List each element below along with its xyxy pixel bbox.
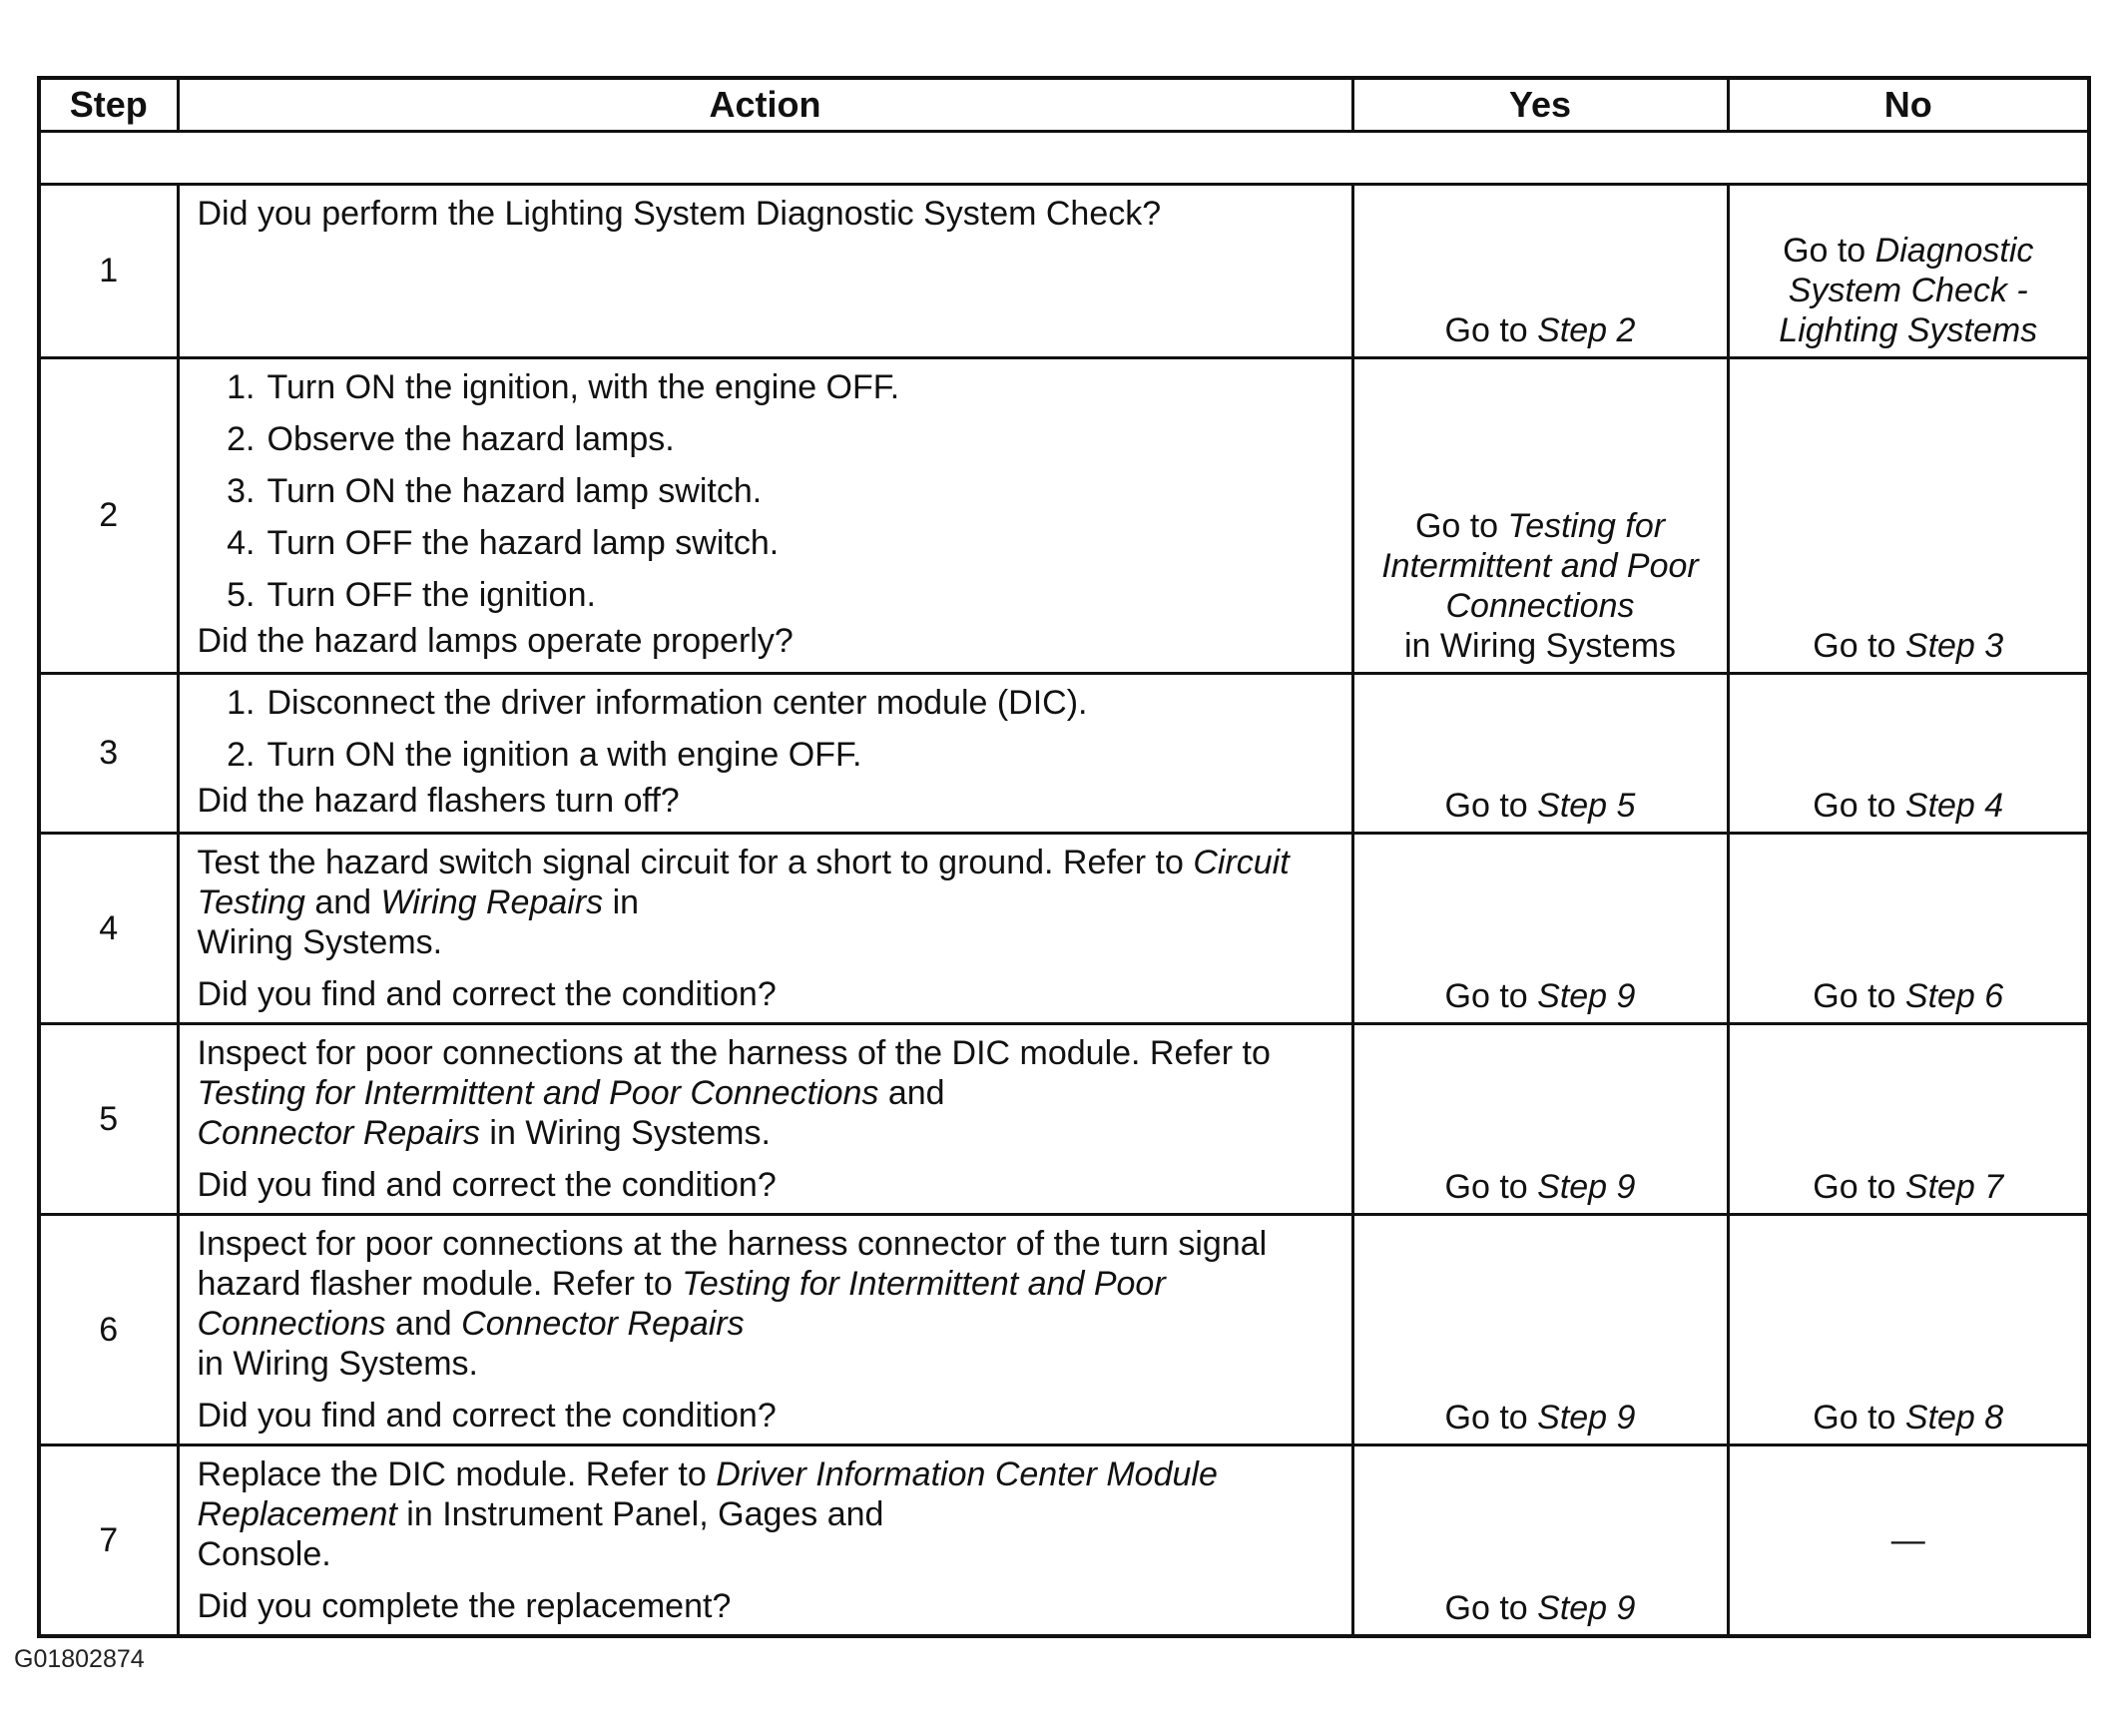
table-row: [39, 834, 2089, 1024]
step-number: 4: [39, 834, 178, 1024]
yes-cell: [1352, 674, 1728, 834]
no-link[interactable]: [1730, 976, 2088, 1016]
step-number: 6: [39, 1215, 178, 1446]
substep-item: 1. Turn ON the ignition, with the engine OFF.: [227, 368, 900, 406]
yes-prefix: Go to: [1444, 1399, 1538, 1437]
yes-ref: Step 5: [1537, 787, 1636, 825]
substep-list: [198, 361, 1335, 621]
yes-prefix: Go to: [1414, 507, 1508, 545]
spacer-row: [39, 132, 2089, 185]
no-prefix: Go to: [1813, 977, 1905, 1015]
substep-item: 3. Turn ON the hazard lamp switch.: [227, 472, 763, 510]
yes-suffix: in Wiring Systems: [1403, 627, 1677, 665]
action-cell: [178, 1024, 1352, 1215]
no-prefix: Go to: [1813, 1168, 1905, 1206]
no-ref: Step 8: [1904, 1399, 2004, 1437]
yes-cell: [1352, 1446, 1728, 1637]
no-dash: —: [1890, 1521, 1925, 1559]
header-action: Action: [178, 78, 1352, 132]
action-cell: [178, 185, 1352, 358]
header-yes: Yes: [1352, 78, 1728, 132]
ref-link[interactable]: Wiring Repairs: [380, 883, 604, 921]
yes-link[interactable]: [1354, 310, 1727, 350]
substep-item: 4. Turn OFF the hazard lamp switch.: [227, 524, 780, 562]
ref-link[interactable]: Connector Repairs: [461, 1305, 745, 1343]
no-link[interactable]: [1730, 626, 2088, 666]
no-link[interactable]: [1730, 1398, 2088, 1438]
ref-link[interactable]: Connector Repairs: [197, 1114, 480, 1152]
yes-link[interactable]: [1354, 1398, 1727, 1438]
header-no: No: [1728, 78, 2089, 132]
step-number: 3: [39, 674, 178, 834]
step-number: 2: [39, 358, 178, 674]
action-text: Test the hazard switch signal circuit for a short to ground. Refer to Circuit Testing and Wiring Repairs in Wiring Systems.: [197, 844, 1290, 961]
no-cell: [1728, 1215, 2089, 1446]
no-link[interactable]: [1730, 1167, 2088, 1207]
action-cell: [178, 1215, 1352, 1446]
no-ref: Step 7: [1904, 1168, 2004, 1206]
yes-ref: Testing for Intermittent and Poor Connections: [1381, 507, 1699, 625]
yes-link[interactable]: [1354, 786, 1727, 826]
table-row: [39, 1024, 2089, 1215]
diagnostic-table: [37, 76, 2091, 1638]
table-row: [39, 358, 2089, 674]
yes-cell: [1352, 1024, 1728, 1215]
step-number: 1: [39, 185, 178, 358]
yes-prefix: Go to: [1444, 311, 1538, 349]
action-question: Did the hazard lamps operate properly?: [197, 622, 794, 660]
substep-item: 2. Turn ON the ignition a with engine OFF.: [227, 736, 862, 774]
action-text: Replace the DIC module. Refer to Driver Information Center Module Replacement in Instrument Panel, Gages and Console.: [197, 1455, 1218, 1573]
yes-ref: Step 9: [1537, 1168, 1636, 1206]
table-row: [39, 1446, 2089, 1637]
yes-prefix: Go to: [1444, 1589, 1538, 1627]
yes-ref: Step 9: [1537, 1399, 1636, 1437]
table-row: [39, 185, 2089, 358]
action-cell: [178, 1446, 1352, 1637]
no-ref: Step 6: [1904, 977, 2004, 1015]
action-text: Inspect for poor connections at the harness of the DIC module. Refer to Testing for Intermittent and Poor Connections and Connector Repairs in Wiring Systems.: [197, 1034, 1271, 1152]
no-prefix: Go to: [1813, 1399, 1905, 1437]
no-cell: [1728, 674, 2089, 834]
action-cell: [178, 674, 1352, 834]
action-question: Did you perform the Lighting System Diagnostic System Check?: [197, 195, 1162, 233]
no-ref: Step 3: [1904, 627, 2004, 665]
no-prefix: Go to: [1783, 232, 1875, 270]
table-row: [39, 674, 2089, 834]
action-cell: [178, 834, 1352, 1024]
no-cell: [1728, 1024, 2089, 1215]
no-prefix: Go to: [1813, 787, 1905, 825]
step-number: 5: [39, 1024, 178, 1215]
action-question: Did you find and correct the condition?: [197, 1166, 777, 1204]
no-cell: [1728, 358, 2089, 674]
substep-item: 5. Turn OFF the ignition.: [227, 576, 596, 614]
action-question: Did you find and correct the condition?: [197, 975, 777, 1013]
ref-link[interactable]: Circuit Testing: [197, 844, 1290, 921]
action-question: Did you complete the replacement?: [197, 1587, 732, 1625]
yes-ref: Step 2: [1537, 311, 1636, 349]
yes-ref: Step 9: [1537, 1589, 1636, 1627]
no-link[interactable]: [1730, 786, 2088, 826]
substep-list: [198, 677, 1335, 781]
yes-cell: [1352, 1215, 1728, 1446]
ref-link[interactable]: Driver Information Center Module Replacement: [197, 1455, 1218, 1533]
yes-ref: Step 9: [1537, 977, 1636, 1015]
substep-item: 2. Observe the hazard lamps.: [227, 420, 675, 458]
action-cell: [178, 358, 1352, 674]
yes-cell: [1352, 358, 1728, 674]
action-question: Did the hazard flashers turn off?: [197, 782, 680, 820]
no-ref: Step 4: [1904, 787, 2004, 825]
yes-cell: [1352, 185, 1728, 358]
yes-cell: [1352, 834, 1728, 1024]
substep-item: 1. Disconnect the driver information center module (DIC).: [227, 684, 1088, 722]
yes-prefix: Go to: [1444, 787, 1538, 825]
table-row: [39, 1215, 2089, 1446]
no-cell: [1728, 834, 2089, 1024]
no-prefix: Go to: [1813, 627, 1905, 665]
ref-link[interactable]: Testing for Intermittent and Poor Connections: [197, 1265, 1166, 1343]
yes-prefix: Go to: [1444, 977, 1538, 1015]
figure-id: G01802874: [14, 1645, 145, 1673]
step-number: 7: [39, 1446, 178, 1637]
yes-link[interactable]: [1354, 506, 1727, 666]
ref-link[interactable]: Testing for Intermittent and Poor Connections: [197, 1074, 879, 1112]
no-cell: [1728, 185, 2089, 358]
table-header-row: [39, 78, 2089, 132]
yes-link[interactable]: [1354, 1588, 1727, 1628]
yes-prefix: Go to: [1444, 1168, 1538, 1206]
action-text: Inspect for poor connections at the harness connector of the turn signal hazard flasher module. Refer to Testing for Intermittent and Poor Connections and Connector Repairs in Wiring Systems.: [197, 1225, 1268, 1383]
no-link[interactable]: [1730, 231, 2088, 350]
header-step: Step: [39, 78, 178, 132]
yes-link[interactable]: [1354, 1167, 1727, 1207]
yes-link[interactable]: [1354, 976, 1727, 1016]
spacer-cell: [39, 132, 2089, 185]
no-ref: Diagnostic System Check - Lighting Systems: [1779, 232, 2038, 349]
no-cell: [1728, 1446, 2089, 1637]
action-question: Did you find and correct the condition?: [197, 1397, 777, 1435]
